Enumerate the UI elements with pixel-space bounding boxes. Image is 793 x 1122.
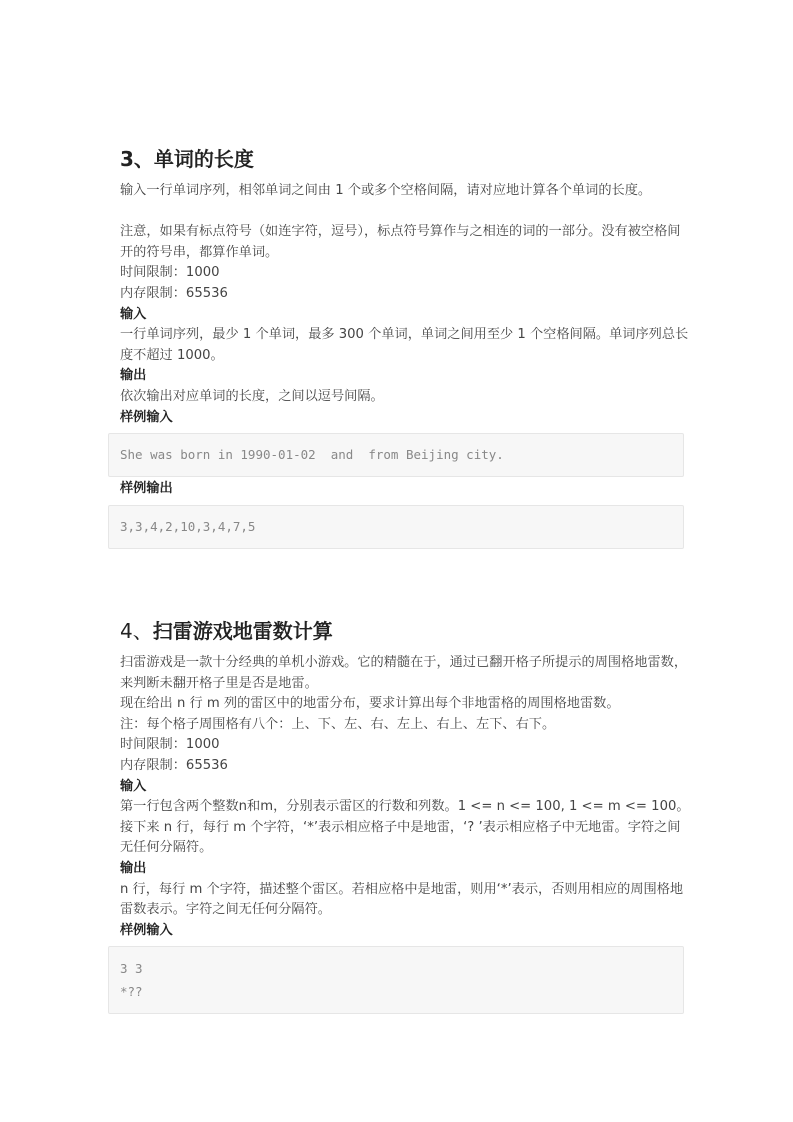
- problem-3-input-heading: 输入: [120, 306, 147, 322]
- problem-3-sample-output-heading: 样例输出: [120, 481, 173, 497]
- problem-4-memory-limit: 内存限制：65536: [120, 757, 228, 773]
- code-line: 3,3,4,2,10,3,4,7,5: [120, 518, 256, 534]
- problem-4-output-heading: 输出: [120, 860, 147, 876]
- problem-4-title: [120, 617, 690, 645]
- problem-4-sample-input-block: [108, 946, 684, 1014]
- problem-3-title: [120, 145, 690, 173]
- problem-3-sample-output-block: [108, 505, 684, 549]
- code-line: *??: [120, 984, 143, 1000]
- code-line: She was born in 1990-01-02 and from Beijing city.: [120, 447, 504, 463]
- code-line: 3 3: [120, 961, 143, 977]
- problem-4-input-heading: 输入: [120, 778, 147, 794]
- problem-4-description: 扫雷游戏是一款十分经典的单机小游戏。它的精髓在于，通过已翻开格子所提示的周围格地雷数，来判断未翻开格子里是否是地雷。: [120, 655, 688, 691]
- problem-3-memory-limit: 内存限制：65536: [120, 285, 228, 301]
- problem-3-input-text: 一行单词序列，最少 1 个单词，最多 300 个单词，单词之间用至少 1 个空格间隔。单词序列总长度不超过 1000。: [120, 327, 689, 363]
- problem-3-output-heading: 输出: [120, 368, 147, 384]
- problem-4-note: 注：每个格子周围格有八个：上、下、左、右、左上、右上、左下、右下。: [120, 716, 556, 732]
- problem-4-output-text: n 行，每行 m 个字符，描述整个雷区。若相应格中是地雷，则用‘*’表示，否则用相应的周围格地雷数表示。字符之间无任何分隔符。: [120, 881, 684, 918]
- problem-4-section: [120, 617, 690, 1014]
- problem-3-output-text: 依次输出对应单词的长度，之间以逗号间隔。: [120, 388, 384, 404]
- problem-4-sample-input-heading: 样例输入: [120, 922, 173, 938]
- problem-3-time-limit: 时间限制：1000: [120, 265, 220, 281]
- problem-4-task: 现在给出 n 行 m 列的雷区中的地雷分布，要求计算出每个非地雷格的周围格地雷数。: [120, 696, 620, 712]
- problem-3-number: 3、: [120, 147, 154, 171]
- problem-3-description: 输入一行单词序列，相邻单词之间由 1 个或多个空格间隔，请对应地计算各个单词的长度。: [120, 183, 652, 198]
- problem-3-section: [120, 145, 690, 549]
- problem-4-name: 扫雷游戏地雷数计算: [152, 619, 333, 643]
- problem-3-sample-input-heading: 样例输入: [120, 409, 173, 425]
- problem-4-time-limit: 时间限制：1000: [120, 737, 220, 753]
- problem-3-sample-input-block: [108, 433, 684, 477]
- problem-3-note: 注意，如果有标点符号（如连字符，逗号），标点符号算作与之相连的词的一部分。没有被空格间开的符号串，都算作单词。: [120, 224, 681, 260]
- problem-4-input-text: 第一行包含两个整数n和m，分别表示雷区的行数和列数。1 <= n <= 100, 1 <= m <= 100。接下来 n 行，每行 m 个字符，‘*’表示相应格子中是地雷，‘? ’表示相应格子中无地雷。字符之间无任何分隔符。: [120, 799, 690, 856]
- problem-4-number: 4、: [120, 619, 153, 643]
- problem-3-name: 单词的长度: [153, 147, 254, 171]
